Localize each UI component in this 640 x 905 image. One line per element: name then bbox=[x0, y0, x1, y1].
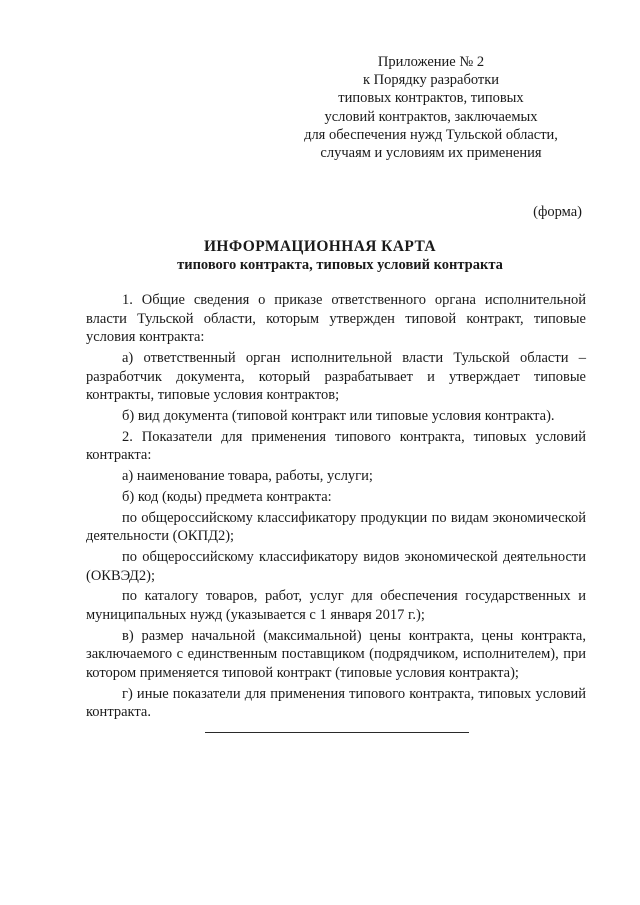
paragraph-responsible-body: а) ответственный орган исполнительной власти Тульской области – разработчик документа, который разрабатывает и утверждает типовые контракты, типовые условия контрактов; bbox=[86, 349, 586, 404]
appendix-line: условий контрактов, заключаемых bbox=[324, 108, 538, 125]
appendix-header bbox=[280, 53, 582, 162]
document-body bbox=[86, 291, 586, 724]
document-subtitle: типового контракта, типовых условий контракта bbox=[177, 257, 503, 273]
appendix-line: случаям и условиям их применения bbox=[320, 145, 542, 162]
paragraph-document-type: б) вид документа (типовой контракт или типовые условия контракта). bbox=[122, 407, 555, 424]
paragraph-general-info: 1. Общие сведения о приказе ответственного органа исполнительной власти Тульской области, которым утвержден типовой контракт, типовые условия контракта: bbox=[86, 292, 586, 346]
paragraph-okved2: по общероссийскому классификатору видов экономической деятельности (ОКВЭД2); bbox=[86, 549, 586, 584]
appendix-line: Приложение № 2 bbox=[377, 54, 485, 70]
paragraph-goods-name: а) наименование товара, работы, услуги; bbox=[122, 468, 373, 485]
appendix-line: для обеспечения нужд Тульской области, bbox=[304, 126, 558, 143]
appendix-line: к Порядку разработки bbox=[362, 72, 500, 89]
paragraph-okpd2: по общероссийскому классификатору продукции по видам экономической деятельности (ОКПД2); bbox=[86, 509, 586, 545]
appendix-line: типовых контрактов, типовых bbox=[338, 90, 524, 107]
bottom-divider bbox=[205, 732, 469, 733]
document-title: ИНФОРМАЦИОННАЯ КАРТА bbox=[203, 238, 437, 255]
paragraph-other-indicators: г) иные показатели для применения типового контракта, типовых условий контракта. bbox=[86, 685, 586, 721]
paragraph-price: в) размер начальной (максимальной) цены контракта, цены контракта, заключаемого с единственным поставщиком (подрядчиком, исполнителем), при котором применяется типовой контракт (типовые условия контракта); bbox=[86, 627, 586, 681]
paragraph-subject-codes: б) код (коды) предмета контракта: bbox=[122, 488, 332, 505]
paragraph-catalog: по каталогу товаров, работ, услуг для обеспечения государственных и муниципальных нужд (указывается с 1 января 2017 г.); bbox=[86, 588, 586, 623]
paragraph-indicators: 2. Показатели для применения типового контракта, типовых условий контракта: bbox=[86, 428, 586, 464]
form-label: (форма) bbox=[533, 204, 582, 220]
